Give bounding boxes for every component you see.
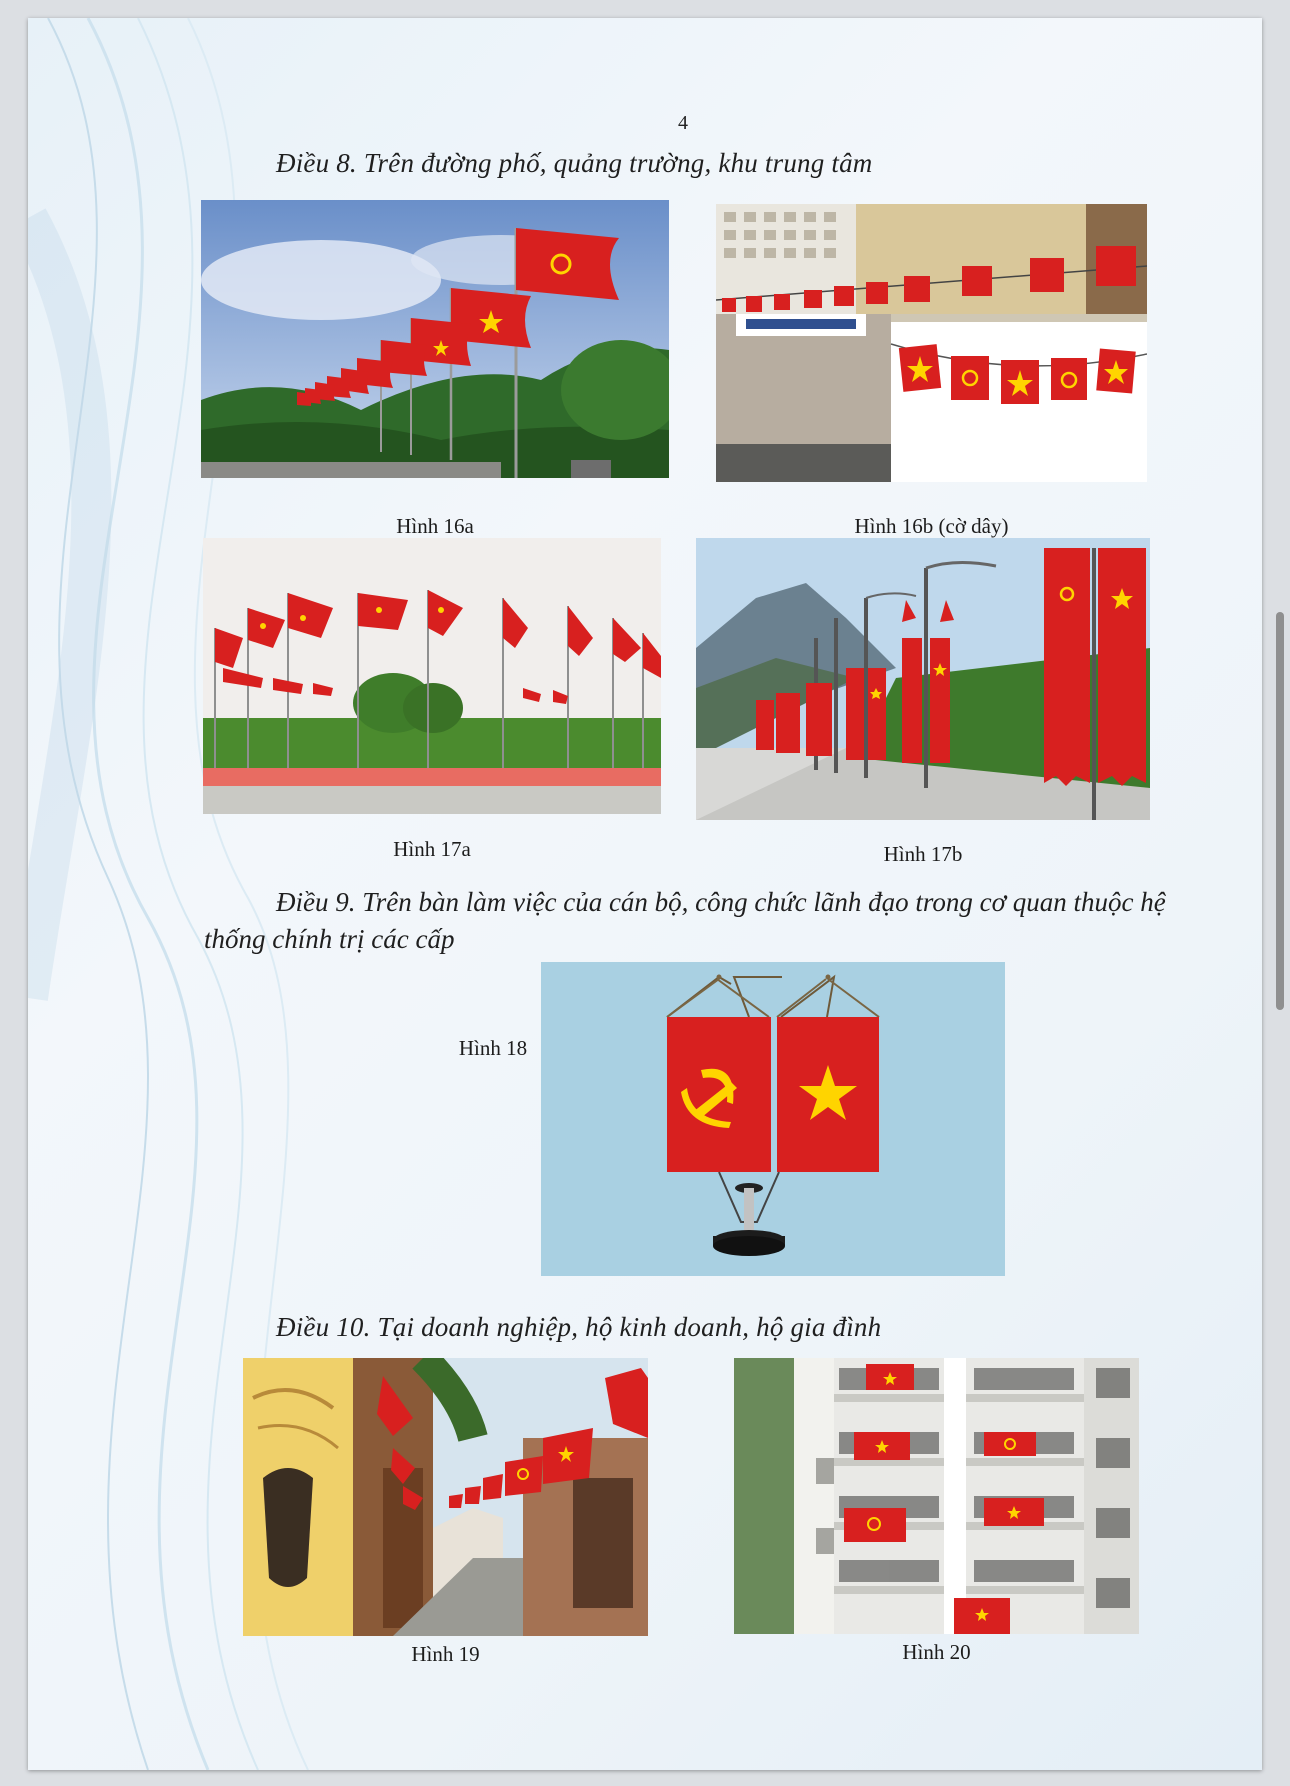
figure-17b-caption: Hình 17b — [883, 842, 963, 866]
figure-18-caption: Hình 18 — [458, 1036, 528, 1060]
figure-17b-photo — [696, 538, 1150, 820]
figure-16a-photo — [201, 200, 669, 478]
page-number: 4 — [678, 112, 688, 134]
document-page — [28, 18, 1262, 1770]
article-10-heading: Điều 10. Tại doanh nghiệp, hộ kinh doanh, hộ gia đình — [276, 1312, 882, 1342]
figure-20-caption: Hình 20 — [902, 1640, 971, 1664]
vertical-scrollbar[interactable] — [1276, 612, 1284, 1010]
figure-18-desk-flags — [541, 962, 1005, 1276]
article-8-heading: Điều 8. Trên đường phố, quảng trường, khu trung tâm — [276, 148, 873, 178]
figure-17a-caption: Hình 17a — [393, 837, 471, 861]
figure-19-caption: Hình 19 — [411, 1642, 480, 1666]
figure-16a-caption: Hình 16a — [396, 514, 474, 538]
figure-16b-caption: Hình 16b (cờ dây) — [854, 514, 1009, 538]
figure-16b-photo — [716, 204, 1147, 482]
figure-19-photo — [243, 1358, 648, 1636]
figure-17a-photo — [203, 538, 661, 814]
article-9-heading: Điều 9. Trên bàn làm việc của cán bộ, công chức lãnh đạo trong cơ quan thuộc hệ thống chính trị các cấp — [204, 887, 1166, 954]
figure-20-photo — [734, 1358, 1139, 1634]
